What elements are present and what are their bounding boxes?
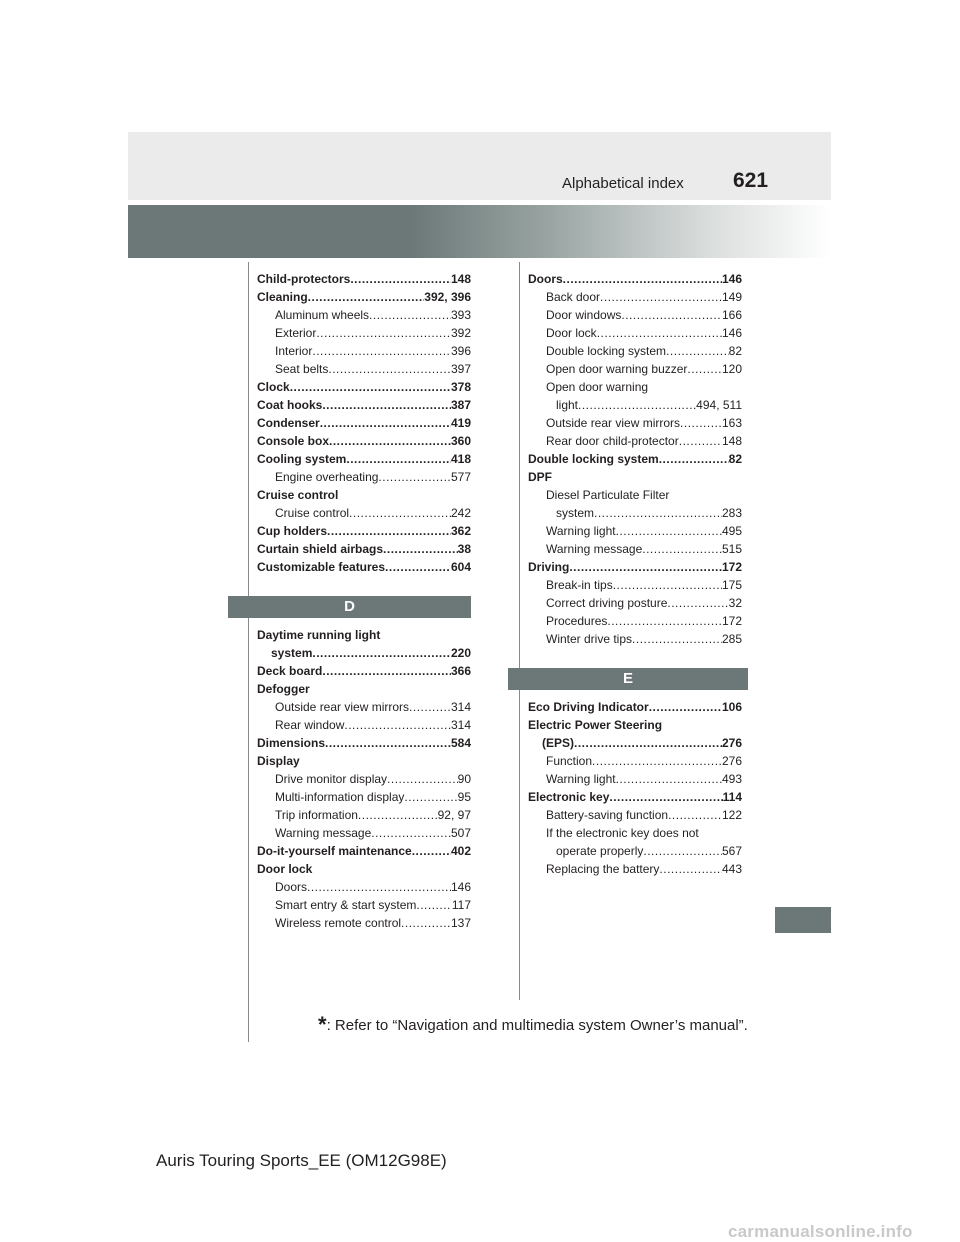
section-title: Alphabetical index [562,175,684,192]
entry-page-ref: 114 [722,790,742,804]
entry-page-ref: 378 [450,380,471,394]
index-subentry [257,824,471,842]
entry-term: If the electronic key does not [546,826,699,840]
index-entry [257,626,471,644]
entry-page-ref: 604 [450,560,471,574]
entry-term: Outside rear view mirrors [546,416,681,430]
entry-term: Eco Driving Indicator [528,700,649,714]
entry-term: Coat hooks [257,398,323,412]
index-subentry [528,842,742,860]
dot-leader [563,270,722,288]
dot-leader [574,734,722,752]
entry-term: Dimensions [257,736,326,750]
dot-leader [609,788,722,806]
index-subentry [257,360,471,378]
index-entry [257,860,471,878]
entry-term: DPF [528,470,552,484]
dot-leader [607,612,722,630]
dot-leader [621,306,722,324]
index-subentry [528,824,742,842]
entry-term: system [271,646,313,660]
entry-term: Display [257,754,300,768]
dot-leader [616,770,722,788]
entry-page-ref: 362 [450,524,471,538]
entry-page-ref: 283 [721,506,742,520]
dot-leader [597,324,722,342]
entry-page-ref: 443 [721,862,742,876]
index-entry [257,558,471,576]
dot-leader [322,396,451,414]
index-subentry [528,306,742,324]
entry-term: Door lock [546,326,597,340]
dot-leader [346,450,451,468]
index-subentry [257,806,471,824]
dot-leader [687,360,722,378]
dot-leader [416,896,451,914]
dot-leader [667,594,728,612]
entry-term: Deck board [257,664,323,678]
index-subentry [528,342,742,360]
index-column-left [257,270,471,932]
entry-page-ref: 172 [721,560,742,574]
dot-leader [632,630,722,648]
index-entry [257,378,471,396]
dot-leader [329,432,451,450]
dot-leader [383,540,458,558]
entry-term: (EPS) [542,736,575,750]
dot-leader [290,378,451,396]
index-subentry [528,860,742,878]
entry-page-ref: 137 [450,916,471,930]
entry-term: Electric Power Steering [528,718,663,732]
entry-term: Trip information [275,808,358,822]
entry-page-ref: 276 [721,736,742,750]
entry-page-ref: 122 [721,808,742,822]
entry-term: Cleaning [257,290,308,304]
entry-term: Open door warning [546,380,649,394]
entry-term: system [556,506,595,520]
entry-page-ref: 32 [728,596,742,610]
dot-leader [592,752,722,770]
dot-leader [328,360,451,378]
entry-page-ref: 120 [721,362,742,376]
column-rule-middle [519,262,520,1000]
dot-leader [616,522,722,540]
entry-term: Diesel Particulate Filter [546,488,670,502]
dot-leader [385,558,451,576]
entry-page-ref: 397 [450,362,471,376]
entry-term: Clock [257,380,290,394]
entry-term: Double locking system [546,344,667,358]
entry-page-ref: 146 [721,272,742,286]
footer-model-code: Auris Touring Sports_EE (OM12G98E) [156,1151,447,1170]
entry-page-ref: 396 [450,344,471,358]
entry-page-ref: 163 [721,416,742,430]
index-entry [257,662,471,680]
dot-leader [307,878,451,896]
index-subentry [257,468,471,486]
entry-page-ref: 106 [721,700,742,714]
dot-leader [369,306,451,324]
index-subentry [528,486,742,504]
index-entry [257,432,471,450]
header-band [128,132,831,200]
index-entry [257,396,471,414]
entry-term: Double locking system [528,452,659,466]
entry-term: Smart entry & start system [275,898,417,912]
entry-term: light [556,398,579,412]
index-subentry [528,504,742,522]
entry-page-ref: 515 [721,542,742,556]
index-entry [257,752,471,770]
index-subentry [257,306,471,324]
entry-term: Doors [275,880,308,894]
entry-term: Seat belts [275,362,329,376]
index-subentry [528,360,742,378]
entry-page-ref: 387 [450,398,471,412]
entry-term: Back door [546,290,601,304]
entry-term: Warning light [546,524,616,538]
entry-page-ref: 314 [450,718,471,732]
entry-term: Engine overheating [275,470,379,484]
entry-term: Replacing the battery [546,862,660,876]
dot-leader [409,698,451,716]
index-subentry [528,324,742,342]
dot-leader [668,806,722,824]
entry-page-ref: 392 [450,326,471,340]
entry-term: Winter drive tips [546,632,633,646]
entry-term: Door windows [546,308,622,322]
entry-page-ref: 242 [450,506,471,520]
dot-leader [316,324,451,342]
entry-page-ref: 285 [721,632,742,646]
entry-page-ref: 146 [721,326,742,340]
dot-leader [371,824,451,842]
entry-term: Battery-saving function [546,808,669,822]
index-subentry [257,324,471,342]
dot-leader [320,414,451,432]
entry-page-ref: 493 [721,772,742,786]
dot-leader [594,504,722,522]
dot-leader [643,842,722,860]
index-subentry [528,752,742,770]
index-entry [528,468,742,486]
entry-page-ref: 172 [721,614,742,628]
entry-page-ref: 567 [721,844,742,858]
footnote-text: : Refer to “Navigation and multimedia system Owner’s manual”. [326,1017,748,1034]
index-subentry [528,806,742,824]
entry-term: Drive monitor display [275,772,388,786]
index-subentry [528,288,742,306]
entry-page-ref: 494, 511 [696,398,742,412]
index-subentry [257,716,471,734]
index-entry [528,450,742,468]
entry-page-ref: 146 [450,880,471,894]
dot-leader [325,734,451,752]
entry-term: Door lock [257,862,313,876]
dot-leader [659,450,729,468]
index-entry [257,486,471,504]
entry-term: Customizable features [257,560,386,574]
index-entry [257,644,471,662]
entry-page-ref: 82 [728,452,742,466]
entry-term: Cruise control [257,488,339,502]
entry-page-ref: 402 [450,844,471,858]
entry-page-ref: 175 [721,578,742,592]
index-subentry [528,576,742,594]
chapter-side-tab [775,907,831,933]
index-subentry [257,342,471,360]
dot-leader [642,540,722,558]
index-subentry [257,788,471,806]
dot-leader [312,342,451,360]
index-entry [257,522,471,540]
entry-term: Curtain shield airbags [257,542,384,556]
entry-term: Cruise control [275,506,350,520]
dot-leader [600,288,722,306]
dot-leader [344,716,451,734]
dot-leader [404,788,457,806]
dot-leader [327,522,451,540]
index-subentry [528,630,742,648]
entry-term: Console box [257,434,330,448]
entry-term: Outside rear view mirrors [275,700,410,714]
entry-page-ref: 577 [450,470,471,484]
index-entry [257,540,471,558]
entry-page-ref: 314 [450,700,471,714]
entry-term: Break-in tips [546,578,613,592]
index-entry [528,734,742,752]
entry-term: Procedures [546,614,608,628]
column-rule-left [248,262,249,1042]
entry-page-ref: 148 [450,272,471,286]
index-subentry [257,878,471,896]
entry-term: Electronic key [528,790,610,804]
letter-heading-e: E [508,668,748,690]
index-subentry [257,770,471,788]
entry-page-ref: 220 [450,646,471,660]
index-entry [528,788,742,806]
dot-leader [649,698,722,716]
index-subentry [528,540,742,558]
index-subentry [528,414,742,432]
entry-term: Rear door child-protector [546,434,679,448]
entry-term: operate properly [556,844,644,858]
index-entry [257,270,471,288]
dot-leader [659,860,722,878]
dot-leader [412,842,451,860]
entry-page-ref: 393 [450,308,471,322]
entry-page-ref: 92, 97 [437,808,471,822]
entry-page-ref: 419 [450,416,471,430]
index-subentry [257,914,471,932]
entry-term: Do-it-yourself maintenance [257,844,412,858]
entry-page-ref: 392, 396 [424,290,471,304]
dot-leader [613,576,722,594]
dot-leader [350,270,451,288]
index-subentry [528,432,742,450]
dot-leader [322,662,451,680]
entry-page-ref: 507 [450,826,471,840]
entry-term: Correct driving posture [546,596,668,610]
entry-term: Wireless remote control [275,916,402,930]
entry-term: Open door warning buzzer [546,362,688,376]
index-subentry [528,770,742,788]
dot-leader [569,558,722,576]
entry-term: Exterior [275,326,317,340]
entry-page-ref: 82 [728,344,742,358]
index-subentry [257,698,471,716]
dot-leader [680,414,722,432]
index-entry [257,414,471,432]
index-entry [257,842,471,860]
index-subentry [257,896,471,914]
entry-term: Interior [275,344,313,358]
page-number: 621 [733,169,769,192]
entry-term: Driving [528,560,570,574]
entry-page-ref: 38 [457,542,471,556]
entry-term: Function [546,754,593,768]
index-entry [257,734,471,752]
entry-term: Cup holders [257,524,328,538]
entry-page-ref: 276 [721,754,742,768]
dot-leader [358,806,438,824]
entry-term: Condenser [257,416,320,430]
entry-term: Daytime running light [257,628,381,642]
entry-page-ref: 90 [457,772,471,786]
dot-leader [387,770,458,788]
entry-term: Child-protectors [257,272,351,286]
chapter-gradient-bar [128,205,831,258]
index-entry [528,716,742,734]
entry-page-ref: 366 [450,664,471,678]
footnote-marker: * [318,1012,327,1037]
entry-term: Warning message [275,826,372,840]
entry-page-ref: 117 [451,898,471,912]
dot-leader [578,396,696,414]
index-column-right [528,270,742,878]
dot-leader [666,342,729,360]
watermark[interactable]: carmanualsonline.info [728,1222,913,1241]
entry-page-ref: 166 [721,308,742,322]
index-subentry [528,522,742,540]
index-entry [257,450,471,468]
dot-leader [349,504,451,522]
entry-term: Cooling system [257,452,347,466]
entry-page-ref: 495 [721,524,742,538]
entry-term: Warning message [546,542,643,556]
index-subentry [528,396,742,414]
entry-page-ref: 360 [450,434,471,448]
dot-leader [401,914,451,932]
index-entry [528,698,742,716]
index-entry [528,558,742,576]
entry-page-ref: 149 [721,290,742,304]
entry-page-ref: 418 [450,452,471,466]
footnote [318,1012,748,1038]
entry-term: Doors [528,272,563,286]
entry-page-ref: 95 [457,790,471,804]
index-subentry [528,594,742,612]
letter-heading-d: D [228,596,471,618]
entry-term: Defogger [257,682,310,696]
entry-term: Aluminum wheels [275,308,370,322]
entry-term: Warning light [546,772,616,786]
entry-term: Multi-information display [275,790,405,804]
index-entry [528,270,742,288]
index-entry [257,680,471,698]
entry-term: Rear window [275,718,345,732]
entry-page-ref: 584 [450,736,471,750]
index-subentry [528,612,742,630]
index-subentry [257,504,471,522]
index-subentry [528,378,742,396]
dot-leader [308,288,425,306]
dot-leader [378,468,451,486]
dot-leader [679,432,722,450]
dot-leader [312,644,451,662]
index-entry [257,288,471,306]
entry-page-ref: 148 [721,434,742,448]
